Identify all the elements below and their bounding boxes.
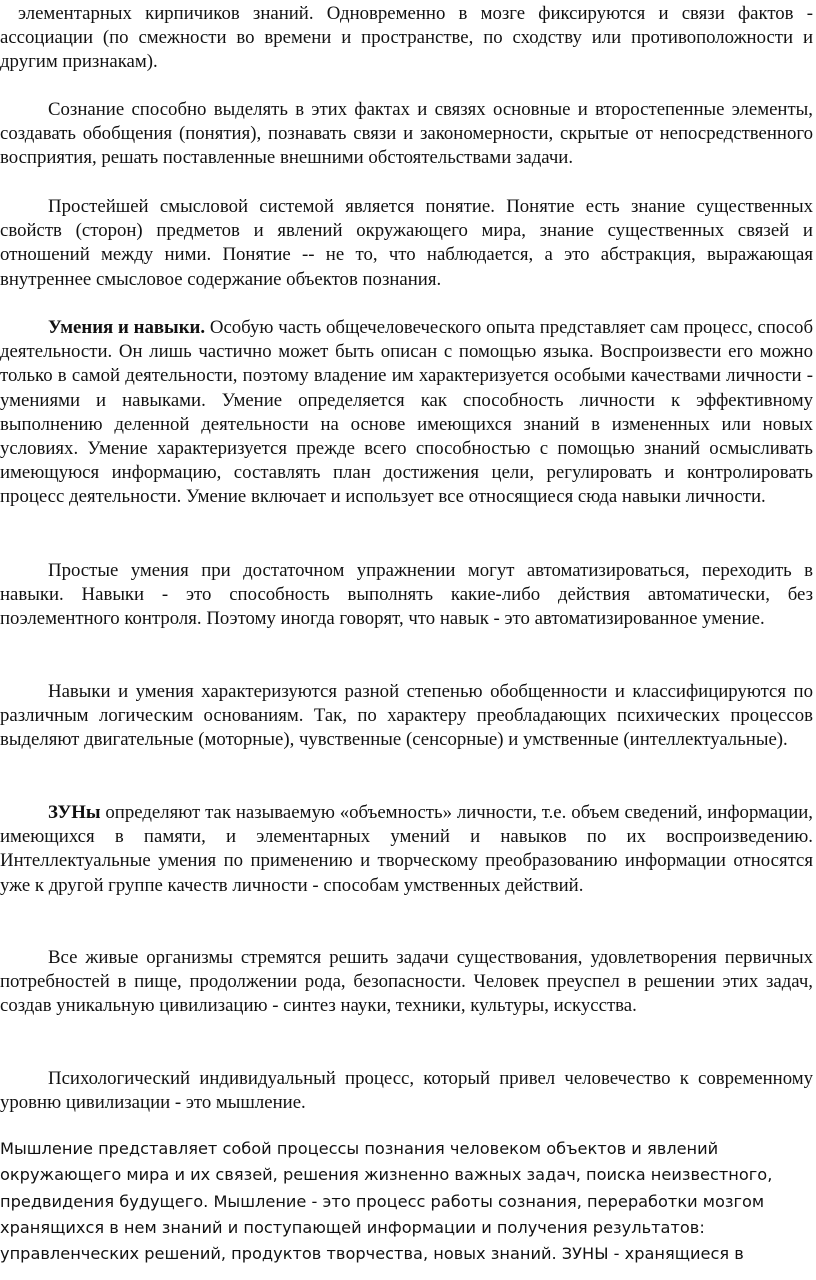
paragraph-thinking-definition xyxy=(0,1136,813,1267)
paragraph-heading-zun: ЗУНы xyxy=(48,802,101,823)
paragraph-skills xyxy=(0,316,813,510)
paragraph-associations xyxy=(0,2,813,75)
paragraph-concept xyxy=(0,195,813,292)
paragraph-consciousness xyxy=(0,98,813,171)
paragraph-living-organisms xyxy=(0,946,813,1019)
paragraph-text: Навыки и умения характеризуются разной степенью обобщенности и классифицируются по различным логическим основаниям. Так, по характеру преобладающих психических процессов выделяют двигательные (моторные), чувственные (сенсорные) и умственные (интеллектуальные). xyxy=(0,681,813,751)
paragraph-simple-skills xyxy=(0,559,813,632)
paragraph-text: элементарных кирпичиков знаний. Одновременно в мозге фиксируются и связи фактов - ассоциации (по смежности во времени и пространстве, по сходству или противоположности и другим признакам). xyxy=(0,3,813,73)
paragraph-skills-classification xyxy=(0,680,813,753)
paragraph-thinking-process xyxy=(0,1067,813,1115)
paragraph-zun xyxy=(0,801,813,898)
paragraph-heading-skills: Умения и навыки. xyxy=(48,317,206,338)
paragraph-text: Особую часть общечеловеческого опыта представляет сам процесс, способ деятельности. Он лишь частично может быть описан с помощью языка. Воспроизвести его можно только в самой деятельности, поэтому владение им характеризуется особыми качествами личности - умениями и навыками. Умение определяется как способность личности к эффективному выполнению деленной деятельности на основе имеющихся знаний в измененных или новых условиях. Умение характеризуется прежде всего способностью с помощью знаний осмысливать имеющуюся информацию, составлять план достижения цели, регулировать и контролировать процесс деятельности. Умение включает и использует все относящиеся сюда навыки личности. xyxy=(0,317,814,508)
paragraph-text: Все живые организмы стремятся решить задачи существования, удовлетворения первичных потребностей в пище, продолжении рода, безопасности. Человек преуспел в решении этих задач, создав уникальную цивилизацию - синтез науки, техники, культуры, искусства. xyxy=(0,947,813,1017)
paragraph-text: Психологический индивидуальный процесс, который привел человечество к современному уровню цивилизации - это мышление. xyxy=(0,1068,813,1114)
paragraph-text: Простые умения при достаточном упражнении могут автоматизироваться, переходить в навыки. Навыки - это способность выполнять какие-либо действия автоматически, без поэлементного контроля. Поэтому иногда говорят, что навык - это автоматизированное умение. xyxy=(0,560,813,630)
paragraph-text: Сознание способно выделять в этих фактах и связях основные и второстепенные элементы, создавать обобщения (понятия), познавать связи и закономерности, скрытые от непосредственного восприятия, решать поставленные внешними обстоятельствами задачи. xyxy=(0,99,813,169)
paragraph-text: Мышление представляет собой процессы познания человеком объектов и явлений окружающего мира и их связей, решения жизненно важных задач, поиска неизвестного, предвидения будущего. Мышление - это процесс работы сознания, переработки мозгом хранящихся в нем знаний и поступающей информации и получения результатов: управленческих решений, продуктов творчества, новых знаний. ЗУНЫ - хранящиеся в xyxy=(0,1139,773,1264)
paragraph-text: Простейшей смысловой системой является понятие. Понятие есть знание существенных свойств (сторон) предметов и явлений окружающего мира, знание существенных связей и отношений между ними. Понятие -- не то, что наблюдается, а это абстракция, выражающая внутреннее смысловое содержание объектов познания. xyxy=(0,196,813,290)
paragraph-text: определяют так называемую «объемность» личности, т.е. объем сведений, информации, имеющихся в памяти, и элементарных умений и навыков по их воспроизведению. Интеллектуальные умения по применению и творческому преобразованию информации относятся уже к другой группе качеств личности - способам умственных действий. xyxy=(0,802,813,896)
